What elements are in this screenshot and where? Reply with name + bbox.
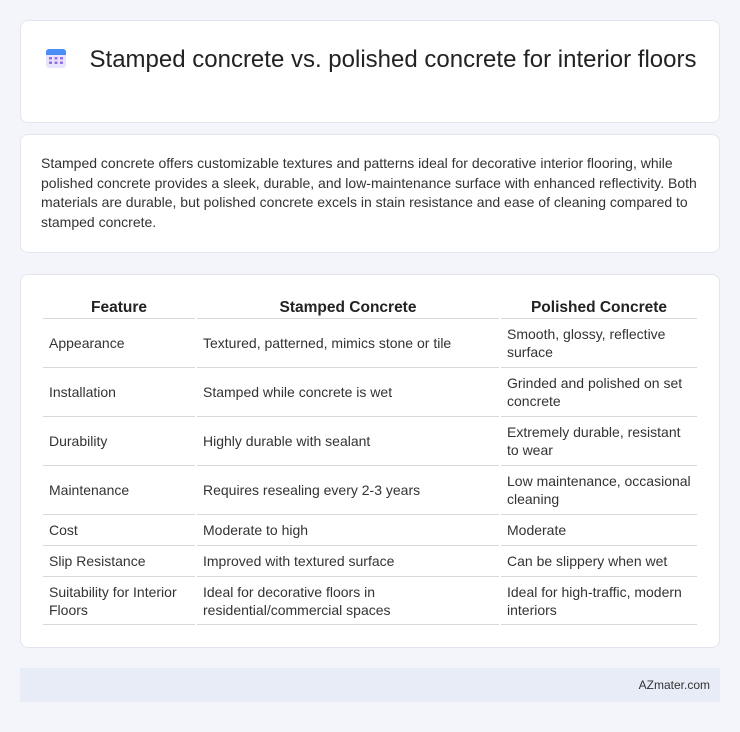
stamped-cell: Textured, patterned, mimics stone or tile [197, 319, 499, 368]
comparison-table [41, 295, 699, 625]
table-row [43, 319, 697, 368]
summary-card [20, 134, 720, 253]
table-row [43, 466, 697, 515]
table-row [43, 546, 697, 577]
header-stamped: Stamped Concrete [197, 295, 499, 319]
page-title-text: Stamped concrete vs. polished concrete for interior floors [89, 46, 697, 73]
feature-cell: Appearance [43, 319, 195, 368]
header-feature: Feature [43, 295, 195, 319]
feature-cell: Durability [43, 417, 195, 466]
polished-cell: Ideal for high-traffic, modern interiors [501, 577, 697, 625]
polished-cell: Smooth, glossy, reflective surface [501, 319, 697, 368]
footer-bar [20, 668, 720, 702]
table-row [43, 368, 697, 417]
summary-text: Stamped concrete offers customizable textures and patterns ideal for decorative interior flooring, while polished concrete provides a sleek, durable, and low-maintenance surface with enhanced reflectivity. Both materials are durable, but polished concrete excels in stain resistance and ease of cleaning compared to stamped concrete. [41, 155, 697, 230]
stamped-cell: Stamped while concrete is wet [197, 368, 499, 417]
footer-brand: AZmater.com [638, 678, 710, 692]
stamped-cell: Improved with textured surface [197, 546, 499, 577]
polished-cell: Can be slippery when wet [501, 546, 697, 577]
feature-cell: Cost [43, 515, 195, 546]
stamped-cell: Requires resealing every 2-3 years [197, 466, 499, 515]
polished-cell: Extremely durable, resistant to wear [501, 417, 697, 466]
feature-cell: Installation [43, 368, 195, 417]
stamped-cell: Moderate to high [197, 515, 499, 546]
header-polished: Polished Concrete [501, 295, 697, 319]
table-row [43, 515, 697, 546]
feature-cell: Maintenance [43, 466, 195, 515]
calendar-icon [44, 46, 68, 70]
title-card [20, 20, 720, 123]
page-title [21, 45, 719, 74]
stamped-cell: Ideal for decorative floors in residential/commercial spaces [197, 577, 499, 625]
table-row [43, 577, 697, 625]
polished-cell: Low maintenance, occasional cleaning [501, 466, 697, 515]
stamped-cell: Highly durable with sealant [197, 417, 499, 466]
feature-cell: Suitability for Interior Floors [43, 577, 195, 625]
table-row [43, 417, 697, 466]
feature-cell: Slip Resistance [43, 546, 195, 577]
comparison-table-card [20, 274, 720, 648]
polished-cell: Moderate [501, 515, 697, 546]
polished-cell: Grinded and polished on set concrete [501, 368, 697, 417]
table-header-row [43, 295, 697, 319]
